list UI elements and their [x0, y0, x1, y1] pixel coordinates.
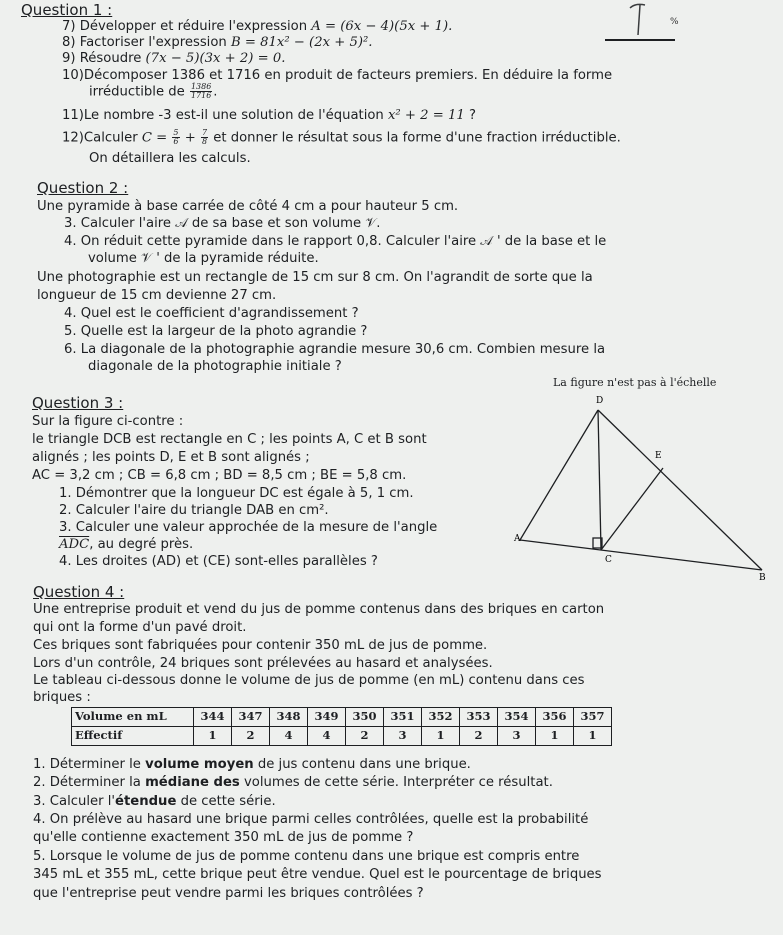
q1-item11-math: x² + 2 = 11: [387, 108, 465, 123]
q1-item10-line2: irréductible de $\frac{1386}{1716}$ .: [89, 82, 218, 100]
q1-item8-math: B = 81x² − (2x + 5)².: [230, 35, 373, 50]
table-row-volumes: [72, 708, 612, 727]
q2-photo-item6-line1: 6. La diagonale de la photographie agrandie mesure 30,6 cm. Combien mesure la: [64, 342, 606, 357]
q1-item9: [62, 51, 285, 67]
q3-item1: 1. Démontrer que la longueur DC est égale à 5, 1 cm.: [59, 486, 414, 501]
label-a: A: [514, 534, 521, 544]
table-cell: 350: [346, 708, 384, 727]
table-cell: 354: [498, 708, 536, 727]
q1-item10-fraction: [190, 83, 212, 100]
q4-line6: briques :: [33, 690, 91, 705]
q3-line3: alignés ; les points D, E et B sont alignés ;: [32, 450, 310, 465]
q4-item3-end: de cette série.: [176, 794, 276, 809]
q4-line5: Le tableau ci-dessous donne le volume de jus de pomme (en mL) contenu dans ces: [33, 673, 585, 688]
q4-line4: Lors d'un contrôle, 24 briques sont prélevées au hasard et analysées.: [33, 656, 493, 671]
volume-table: [71, 707, 612, 746]
q1-item7-math: A = (6x − 4)(5x + 1).: [311, 19, 453, 34]
q4-item3: [33, 794, 276, 810]
q4-item2-bold: médiane des: [145, 775, 240, 790]
q1-item11-text: 11)Le nombre -3 est-il une solution de l'équation: [62, 108, 388, 123]
q4-item4-line1: 4. On prélève au hasard une brique parmi celles contrôlées, quelle est la probabilité: [33, 812, 589, 827]
fraction-denominator: 6: [173, 137, 179, 146]
q1-item8: [62, 35, 372, 51]
segment-ce: [601, 468, 663, 550]
q1-item12-text: 12)Calculer: [62, 130, 142, 146]
q4-item5-line1: 5. Lorsque le volume de jus de pomme contenu dans une brique est compris entre: [33, 849, 580, 864]
q1-item12-fraction2: [201, 129, 208, 146]
q3-item4: 4. Les droites (AD) et (CE) sont-elles parallèles ?: [59, 554, 378, 569]
table-cell: 344: [194, 708, 232, 727]
corner-doodle: [600, 0, 690, 42]
q4-item1-bold: volume moyen: [145, 757, 254, 772]
table-cell: 352: [422, 708, 460, 727]
q4-line3: Ces briques sont fabriquées pour contenir 350 mL de jus de pomme.: [33, 638, 488, 653]
q4-item3-text: 3. Calculer l': [33, 794, 116, 809]
segment-db: [598, 410, 762, 570]
fraction-numerator: 7: [201, 128, 208, 137]
table-cell: 349: [308, 708, 346, 727]
q2-photo-line2: longueur de 15 cm devienne 27 cm.: [37, 288, 277, 303]
q1-item7-text: 7) Développer et réduire l'expression: [62, 19, 312, 34]
q1-item8-text: 8) Factoriser l'expression: [62, 35, 231, 50]
q4-item3-bold: étendue: [115, 794, 177, 809]
q1-item12-math: C =: [141, 130, 172, 146]
table-cell: 4: [308, 727, 346, 746]
q1-item11: [62, 108, 476, 124]
label-e: E: [655, 451, 662, 461]
q3-item3-line2: [59, 537, 193, 553]
segment-ab: [520, 540, 762, 570]
table-cell: 2: [346, 727, 384, 746]
q4-item5-line3: que l'entreprise peut vendre parmi les briques contrôlées ?: [33, 886, 424, 901]
segment-dc: [598, 410, 601, 550]
table-cell: 2: [232, 727, 270, 746]
q4-item1-text: 1. Déterminer le: [33, 757, 146, 772]
label-c: C: [605, 555, 612, 565]
table-cell: 357: [574, 708, 612, 727]
q2-intro: Une pyramide à base carrée de côté 4 cm a pour hauteur 5 cm.: [37, 199, 459, 214]
q3-item2: 2. Calculer l'aire du triangle DAB en cm².: [59, 503, 329, 518]
table-cell: 348: [270, 708, 308, 727]
q1-note: On détaillera les calculs.: [89, 151, 251, 166]
q2-title: Question 2 :: [37, 179, 129, 197]
label-d: D: [596, 396, 604, 406]
q4-line1: Une entreprise produit et vend du jus de pomme contenus dans des briques en carton: [33, 602, 605, 617]
q4-item4-line2: qu'elle contienne exactement 350 mL de jus de pomme ?: [33, 830, 414, 845]
q1-title: Question 1 :: [21, 1, 113, 19]
table-cell: 3: [384, 727, 422, 746]
fraction-denominator: 1716: [190, 91, 212, 100]
q3-line2: le triangle DCB est rectangle en C ; les points A, C et B sont: [32, 432, 427, 447]
q3-title: Question 3 :: [32, 394, 124, 412]
segment-da: [520, 410, 598, 540]
q4-title: Question 4 :: [33, 583, 125, 601]
q2-photo-item5: 5. Quelle est la largeur de la photo agrandie ?: [64, 324, 368, 339]
q1-item10-line1: 10)Décomposer 1386 et 1716 en produit de facteurs premiers. En déduire la forme: [62, 68, 613, 83]
q2-item4-line2: volume 𝒱 ' de la pyramide réduite.: [88, 251, 319, 266]
q3-line1: Sur la figure ci-contre :: [32, 414, 184, 429]
q4-item1-end: de jus contenu dans une brique.: [253, 757, 471, 772]
table-cell: 353: [460, 708, 498, 727]
table-row-effectifs: [72, 727, 612, 746]
q3-line4: AC = 3,2 cm ; CB = 6,8 cm ; BD = 8,5 cm ; BE = 5,8 cm.: [32, 468, 407, 483]
triangle-figure: [500, 390, 780, 585]
table-cell: 1: [536, 727, 574, 746]
q4-item2-end: volumes de cette série. Interpréter ce résultat.: [239, 775, 553, 790]
q3-item3-line1: 3. Calculer une valeur approchée de la mesure de l'angle: [59, 520, 438, 535]
table-cell: 347: [232, 708, 270, 727]
q2-photo-item4: 4. Quel est le coefficient d'agrandissement ?: [64, 306, 359, 321]
svg-text:%: %: [670, 17, 679, 27]
q1-item12-fraction1: [172, 129, 179, 146]
figure-caption: La figure n'est pas à l'échelle: [553, 376, 717, 389]
q1-item9-text: 9) Résoudre: [62, 51, 146, 66]
table-cell: 3: [498, 727, 536, 746]
angle-adc: $\overline{ADC}$: [59, 537, 90, 552]
q4-line2: qui ont la forme d'un pavé droit.: [33, 620, 247, 635]
q2-item4-line1: 4. On réduit cette pyramide dans le rapport 0,8. Calculer l'aire 𝒜 ' de la base et le: [64, 234, 607, 249]
fraction-denominator: 8: [201, 137, 208, 146]
q1-item11-end: ?: [464, 108, 476, 123]
q1-item12-end: et donner le résultat sous la forme d'une fraction irréductible.: [209, 130, 621, 146]
table-cell: 1: [194, 727, 232, 746]
q1-item12: 12)Calculer C = $\frac{5}{6}$ + $\frac{7}{8}$ et donner le résultat sous la forme d'une fraction irréductible.: [62, 128, 621, 146]
q4-item2: [33, 775, 553, 791]
q2-item3: 3. Calculer l'aire 𝒜 de sa base et son volume 𝒱.: [64, 216, 381, 231]
q2-photo-line1: Une photographie est un rectangle de 15 cm sur 8 cm. On l'agrandit de sorte que la: [37, 270, 593, 285]
fraction-numerator: 5: [173, 128, 179, 137]
table-header-effectif: Effectif: [72, 727, 194, 746]
q3-item3-end: , au degré près.: [89, 537, 194, 552]
q4-item2-text: 2. Déterminer la: [33, 775, 146, 790]
q1-item10-text: irréductible de: [89, 84, 189, 100]
table-cell: 4: [270, 727, 308, 746]
q4-item1: [33, 757, 471, 773]
table-cell: 1: [422, 727, 460, 746]
fraction-numerator: 1386: [190, 82, 212, 91]
table-cell: 356: [536, 708, 574, 727]
q1-item9-math: (7x − 5)(3x + 2) = 0.: [145, 51, 286, 66]
table-cell: 1: [574, 727, 612, 746]
table-cell: 351: [384, 708, 422, 727]
q1-item7: [62, 19, 452, 35]
table-header-volume: Volume en mL: [72, 708, 194, 727]
label-b: B: [759, 573, 766, 583]
q2-photo-item6-line2: diagonale de la photographie initiale ?: [88, 359, 342, 374]
q4-item5-line2: 345 mL et 355 mL, cette brique peut être vendue. Quel est le pourcentage de briques: [33, 867, 602, 882]
table-cell: 2: [460, 727, 498, 746]
